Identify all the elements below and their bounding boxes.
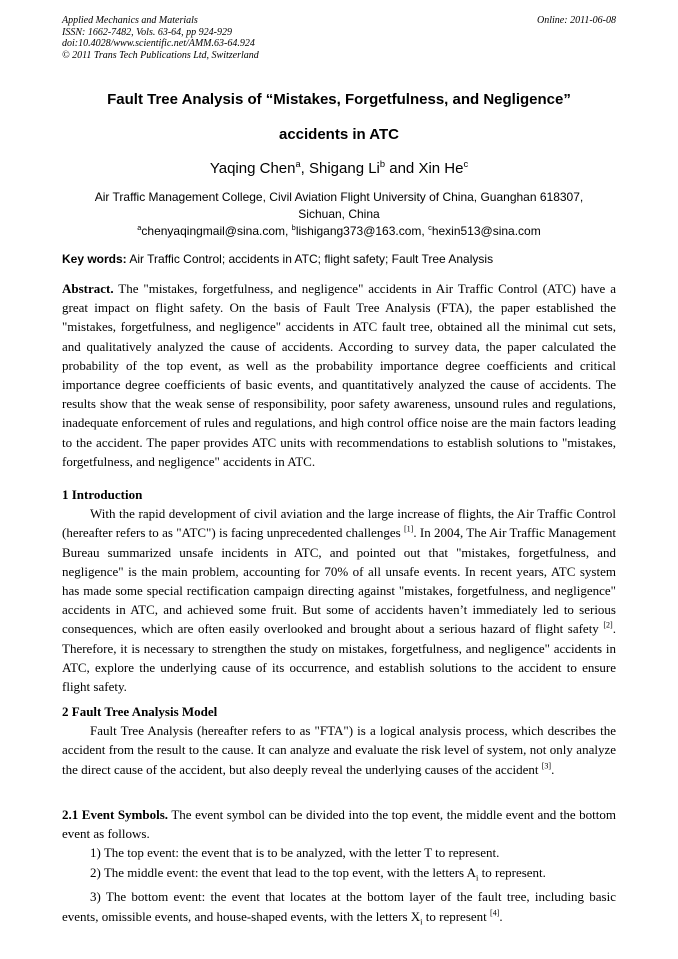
- online-date: Online: 2011-06-08: [537, 15, 616, 26]
- abstract: [62, 279, 616, 471]
- citation: [1]: [403, 525, 414, 535]
- issn-line: ISSN: 1662-7482, Vols. 63-64, pp 924-929: [62, 26, 232, 38]
- paragraph: [62, 721, 616, 779]
- author-sup: b: [379, 159, 386, 169]
- paragraph-text: . In 2004, The Air Traffic Management Bureau summarized unsafe incidents in ATC, and pointed out that "mistakes, forgetfulness, and negligence" is the main problem, accounting for 70% of all unsafe events. In recent years, ATC system has made some special rectification campaign directing against "mistakes, forgetfulness, and negligence" accidents in ATC, and achieved some fruit. But some of accidents haven’t immediately led to serious consequences, which are often easily overlooked and brought about a serious hazard of flight safety: [62, 525, 617, 637]
- paper-title-line-1: Fault Tree Analysis of “Mistakes, Forgetfulness, and Negligence”: [107, 91, 571, 108]
- list-item-text: 3) The bottom event: the event that locates at the bottom layer of the fault tree, including basic events, omissible events, and house-shaped events, with the letters X: [62, 889, 616, 924]
- email-sup: b: [291, 223, 296, 232]
- abstract-label: Abstract.: [62, 281, 114, 296]
- email-sep: ,: [421, 224, 429, 238]
- subsection-heading: 2.1 Event Symbols.: [62, 807, 169, 822]
- citation: [3]: [541, 761, 552, 771]
- author-sep: and: [385, 160, 419, 177]
- journal-name: Applied Mechanics and Materials: [62, 15, 198, 26]
- author-name: Yaqing Chen: [209, 160, 296, 177]
- email: lishigang373@163.com: [295, 224, 422, 238]
- email-sup: a: [137, 223, 142, 232]
- doi-line: doi:10.4028/www.scientific.net/AMM.63-64.924: [62, 38, 255, 49]
- list-item-text: 2) The middle event: the event that lead to the top event, with the letters A: [90, 864, 477, 880]
- email: hexin513@sina.com: [431, 224, 541, 238]
- section-introduction: [62, 485, 616, 696]
- journal-header: [62, 15, 616, 61]
- keywords-text: Air Traffic Control; accidents in ATC; flight safety; Fault Tree Analysis: [126, 252, 494, 266]
- author-sup: c: [463, 159, 469, 169]
- keywords-label: Key words:: [62, 252, 127, 266]
- section-heading: 1 Introduction: [62, 487, 143, 502]
- section-heading: 2 Fault Tree Analysis Model: [62, 704, 218, 719]
- section-event-symbols: [62, 805, 616, 931]
- list-item-text: to represent: [422, 908, 491, 924]
- email: chenyaqingmail@sina.com: [141, 224, 285, 238]
- list-item: 1) The top event: the event that is to be analyzed, with the letter T to represent.: [90, 845, 500, 861]
- paragraph-text: Fault Tree Analysis (hereafter refers to as "FTA") is a logical analysis process, which describes the accident from the result to the cause. It can analyze and evaluate the risk level of system, not only analyze the direct cause of the accident, but also deeply reveal the underlying causes of the accident: [62, 723, 616, 777]
- list-item: [62, 863, 616, 888]
- list-item-text: to represent.: [478, 864, 546, 880]
- list-item-text: .: [499, 908, 503, 924]
- list-item: [62, 887, 616, 931]
- paragraph-text: The event symbol can be divided into the top event, the middle event and the bottom event as follows.: [62, 807, 616, 842]
- author-name: Shigang Li: [309, 160, 380, 177]
- citation: [4]: [490, 908, 500, 918]
- paragraph: [62, 805, 616, 843]
- email-list: [62, 223, 616, 240]
- paragraph: [62, 504, 616, 696]
- paragraph-text: .: [551, 761, 555, 777]
- author-sup: a: [295, 159, 301, 169]
- copyright-line: © 2011 Trans Tech Publications Ltd, Switzerland: [62, 49, 259, 61]
- affiliation: [62, 189, 616, 240]
- affiliation-line-2: Sichuan, China: [298, 207, 380, 221]
- email-sep: ,: [285, 224, 292, 238]
- keywords: [62, 252, 616, 266]
- paper-title-line-2: accidents in ATC: [278, 126, 400, 143]
- paragraph-text: . Therefore, it is necessary to strengthen the study on mistakes, forgetfulness, and negligence" accidents in ATC, explore the underlying cause of its occurrence, and establish solutions to the accident to ensure flight safety.: [62, 621, 616, 695]
- author-list: [62, 160, 616, 177]
- paragraph-text: With the rapid development of civil aviation and the large increase of flights, the Air Traffic Control (hereafter refers to as "ATC") is facing unprecedented challenges: [62, 506, 616, 541]
- abstract-text: The "mistakes, forgetfulness, and negligence" accidents in Air Traffic Control (ATC) have a great impact on flight safety. On the basis of Fault Tree Analysis (FTA), the paper established the "mistakes, forgetfulness, and negligence" accidents in ATC fault tree, obtained all the minimal cut sets, and qualitatively analyzed the cause of accidents. According to survey data, the paper calculated the probability of the top event, as well as the probability importance degree coefficients and critical importance degree coefficients of basic events, and quantitatively analyzed the cause of accidents. The results show that the weak sense of responsibility, poor safety awareness, unsound rules and regulations, inadequate enforcement of rules and regulations, and high control office noise are the main factors leading to the accident. The paper provides ATC units with recommendations to establish solutions to "mistakes, forgetfulness, and negligence" accidents in ATC.: [62, 281, 616, 469]
- subscript: i: [476, 872, 479, 883]
- author-sep: ,: [300, 160, 309, 177]
- affiliation-line-1: Air Traffic Management College, Civil Aviation Flight University of China, Guanghan 618307,: [94, 190, 584, 204]
- citation: [2]: [603, 621, 613, 631]
- author-name: Xin He: [418, 160, 464, 177]
- subscript: i: [420, 916, 423, 927]
- section-fta-model: [62, 702, 616, 779]
- email-sup: c: [428, 223, 432, 232]
